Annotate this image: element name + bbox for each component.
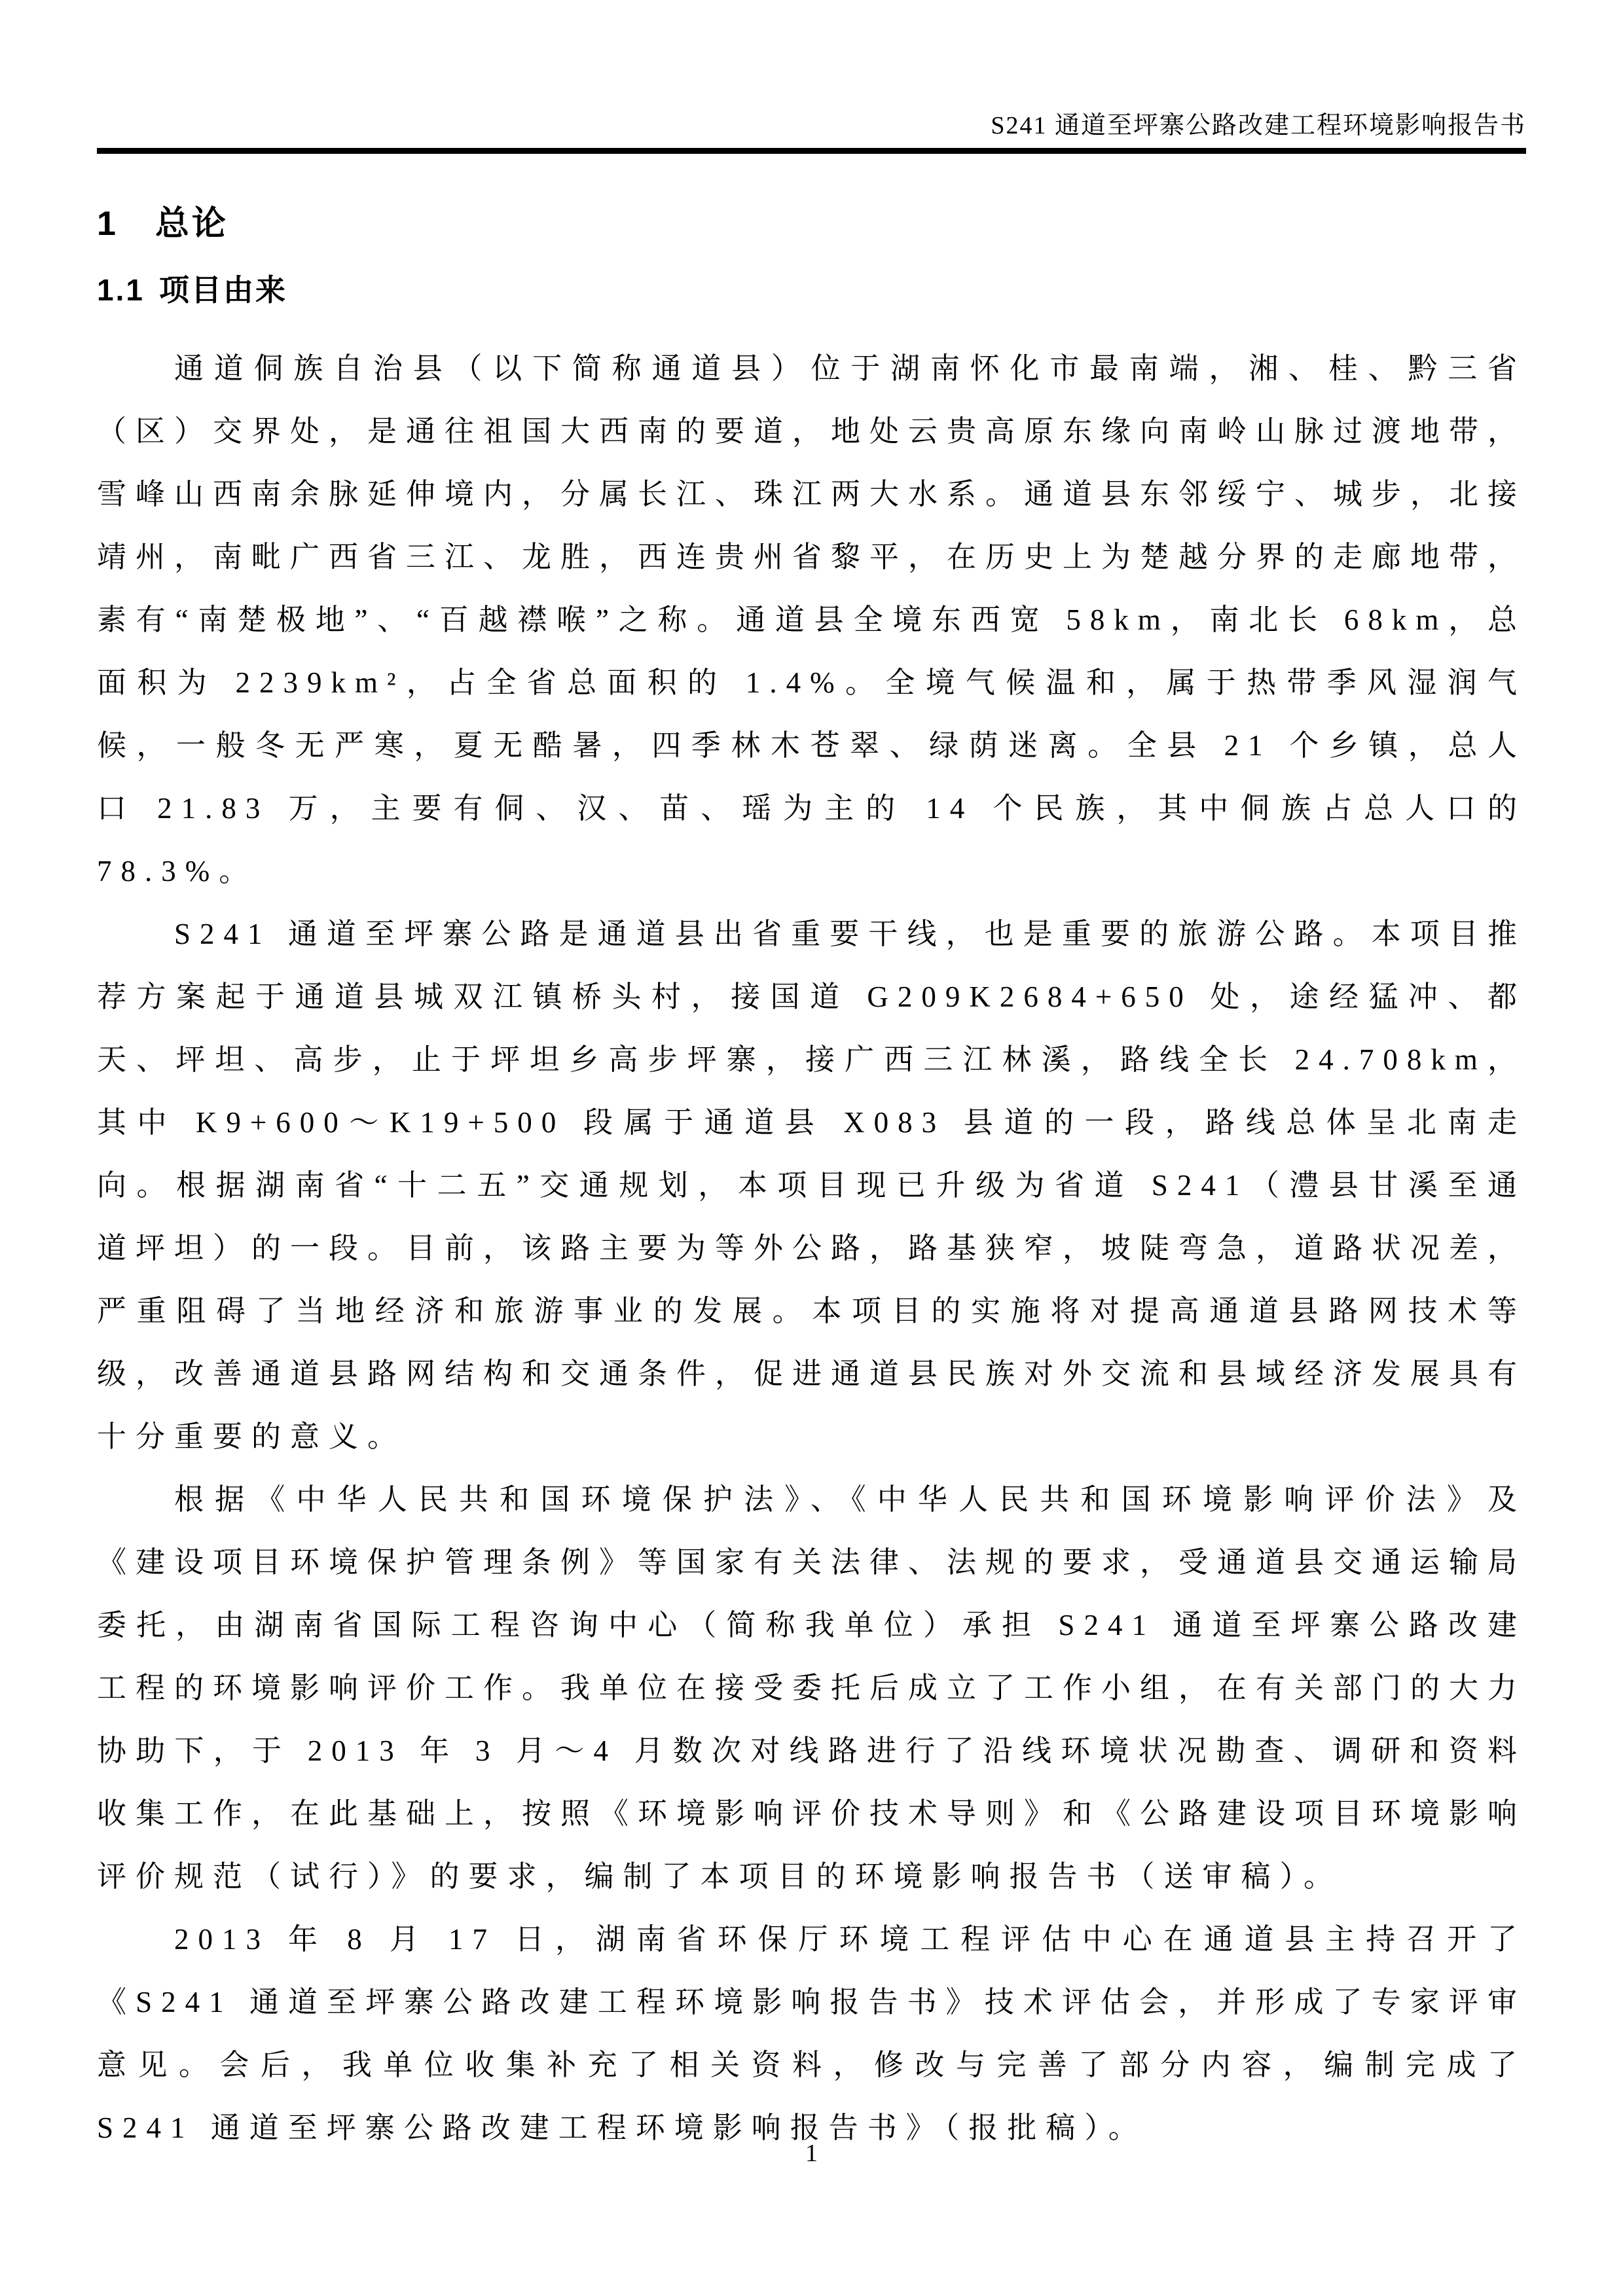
body-text <box>97 337 1526 2159</box>
running-header-title: S241 通道至坪寨公路改建工程环境影响报告书 <box>991 112 1526 139</box>
paragraph: 根据《中华人民共和国环境保护法》、《中华人民共和国环境影响评价法》及《建设项目环境保护管理条例》等国家有关法律、法规的要求，受通道县交通运输局委托，由湖南省国际工程咨询中心（简称我单位）承担 S241 通道至坪寨公路改建工程的环境影响评价工作。我单位在接受委托后成立了工作小组，在有关部门的大力协助下，于 2013 年 3 月～4 月数次对线路进行了沿线环境状况勘查、调研和资料收集工作，在此基础上，按照《环境影响评价技术导则》和《公路建设项目环境影响评价规范（试行）》的要求，编制了本项目的环境影响报告书（送审稿）。 <box>97 1483 1527 1893</box>
section-title: 项目由来 <box>158 272 287 307</box>
section-number: 1.1 <box>97 272 145 307</box>
paragraph: 通道侗族自治县（以下简称通道县）位于湖南怀化市最南端，湘、桂、黔三省（区）交界处，是通往祖国大西南的要道，地处云贵高原东缘向南岭山脉过渡地带，雪峰山西南余脉延伸境内，分属长江、珠江两大水系。通道县东邻绥宁、城步，北接靖州，南毗广西省三江、龙胜，西连贵州省黎平，在历史上为楚越分界的走廊地带，素有“南楚极地”、“百越襟喉”之称。通道县全境东西宽 58km，南北长 68km，总面积为 2239km²，占全省总面积的 1.4%。全境气候温和，属于热带季风湿润气候，一般冬无严寒，夏无酷暑，四季林木苍翠、绿荫迷离。全县 21 个乡镇，总人口 21.83 万，主要有侗、汉、苗、瑶为主的 14 个民族，其中侗族占总人口的 78.3%。 <box>97 352 1527 888</box>
section-heading <box>97 273 1526 308</box>
page-number: 1 <box>805 2140 818 2167</box>
page-footer <box>0 2139 1623 2168</box>
chapter-title: 总论 <box>155 204 228 243</box>
paragraph: 2013 年 8 月 17 日，湖南省环保厅环境工程评估中心在通道县主持召开了《S241 通道至坪寨公路改建工程环境影响报告书》技术评估会，并形成了专家评审意见。会后，我单位收集补充了相关资料，修改与完善了部分内容，编制完成了 S241 通道至坪寨公路改建工程环境影响报告书》（报批稿）。 <box>97 1923 1526 2145</box>
running-header <box>97 0 1526 154</box>
chapter-heading <box>97 205 1526 244</box>
chapter-number: 1 <box>97 204 119 243</box>
paragraph: S241 通道至坪寨公路是通道县出省重要干线，也是重要的旅游公路。本项目推荐方案起于通道县城双江镇桥头村，接国道 G209K2684+650 处，途经猛冲、都天、坪坦、高步，止于坪坦乡高步坪寨，接广西三江林溪，路线全长 24.708km，其中 K9+600～K19+500 段属于通道县 X083 县道的一段，路线总体呈北南走向。根据湖南省“十二五”交通规划，本项目现已升级为省道 S241（澧县甘溪至通道坪坦）的一段。目前，该路主要为等外公路，路基狭窄，坡陡弯急，道路状况差，严重阻碍了当地经济和旅游事业的发展。本项目的实施将对提高通道县路网技术等级，改善通道县路网结构和交通条件，促进通道县民族对外交流和县域经济发展具有十分重要的意义。 <box>97 918 1527 1454</box>
